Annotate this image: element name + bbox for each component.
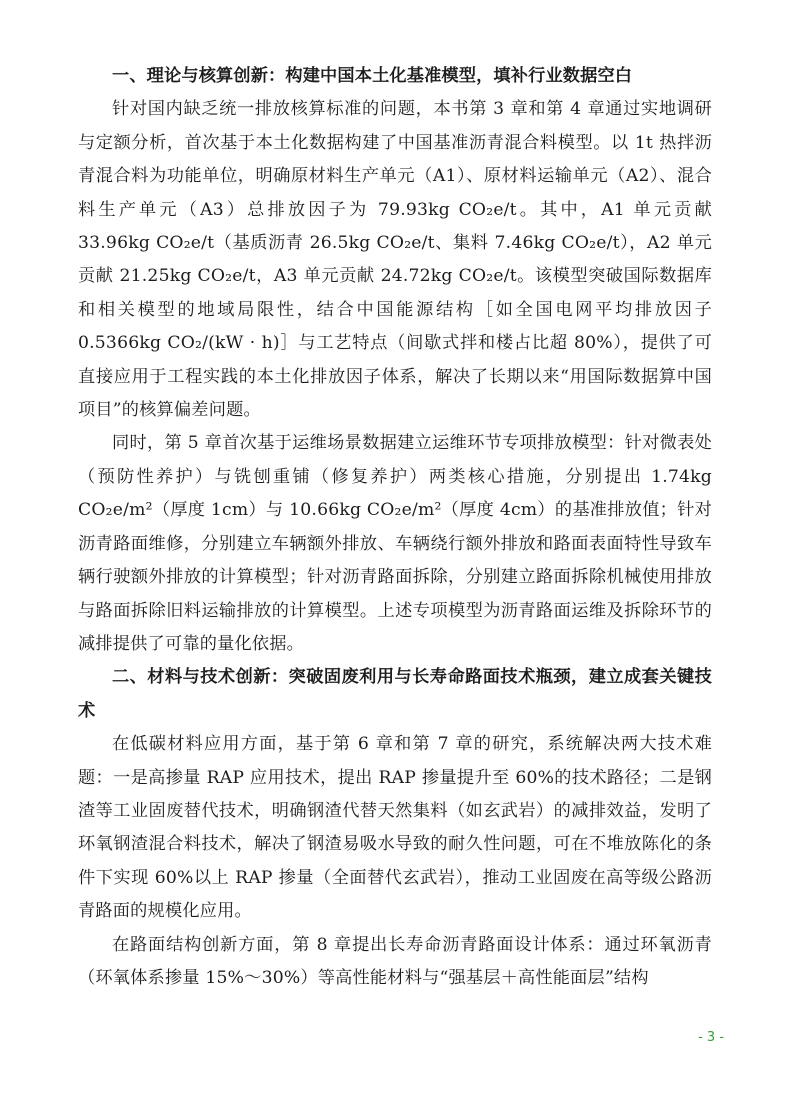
paragraph-3: 在低碳材料应用方面，基于第 6 章和第 7 章的研究，系统解决两大技术难题：一是高掺量 RAP 应用技术，提出 RAP 掺量提升至 60%的技术路径；二是钢渣等工业固废替代技术，明确钢渣代替天然集料（如玄武岩）的减排效益，发明了环氧钢渣混合料技术，解决了钢渣易吸水导致的耐久性问题，可在不堆放陈化的条件下实现 60%以上 RAP 掺量（全面替代玄武岩），推动工业固废在高等级公路沥青路面的规模化应用。 — [78, 734, 712, 922]
section-heading-1: 一、理论与核算创新：构建中国本土化基准模型，填补行业数据空白 — [112, 66, 633, 86]
paragraph-1: 针对国内缺乏统一排放核算标准的问题，本书第 3 章和第 4 章通过实地调研与定额分析，首次基于本土化数据构建了中国基准沥青混合料模型。以 1t 热拌沥青混合料为功能单位，明确原材料生产单元（A1）、原材料运输单元（A2）、混合料生产单元（A3）总排放因子为 79.93kg CO₂e/t。其中，A1 单元贡献 33.96kg CO₂e/t（基质沥青 26.5kg CO₂e/t、集料 7.46kg CO₂e/t），A2 单元贡献 21.25kg CO₂e/t，A3 单元贡献 24.72kg CO₂e/t。该模型突破国际数据库和相关模型的地域局限性，结合中国能源结构［如全国电网平均排放因子 0.5366kg CO₂/(kW · h)］与工艺特点（间歇式拌和楼占比超 80%），提供了可直接应用于工程实践的本土化排放因子体系，解决了长期以来“用国际数据算中国项目”的核算偏差问题。 — [78, 99, 712, 421]
section-heading-2: 二、材料与技术创新：突破固废利用与长寿命路面技术瓶颈，建立成套关键技术 — [78, 667, 712, 721]
paragraph-2: 同时，第 5 章首次基于运维场景数据建立运维环节专项排放模型：针对微表处（预防性养护）与铣刨重铺（修复养护）两类核心措施，分别提出 1.74kg CO₂e/m²（厚度 1cm）与 10.66kg CO₂e/m²（厚度 4cm）的基准排放值；针对沥青路面维修，分别建立车辆额外排放、车辆绕行额外排放和路面表面特性导致车辆行驶额外排放的计算模型；针对沥青路面拆除，分别建立路面拆除机械使用排放与路面拆除旧料运输排放的计算模型。上述专项模型为沥青路面运维及拆除环节的减排提供了可靠的量化依据。 — [78, 433, 712, 654]
page-number: - 3 - — [698, 1030, 724, 1045]
document-page — [78, 60, 712, 995]
paragraph-4: 在路面结构创新方面，第 8 章提出长寿命沥青路面设计体系：通过环氧沥青（环氧体系掺量 15%～30%）等高性能材料与“强基层＋高性能面层”结构 — [78, 934, 712, 988]
